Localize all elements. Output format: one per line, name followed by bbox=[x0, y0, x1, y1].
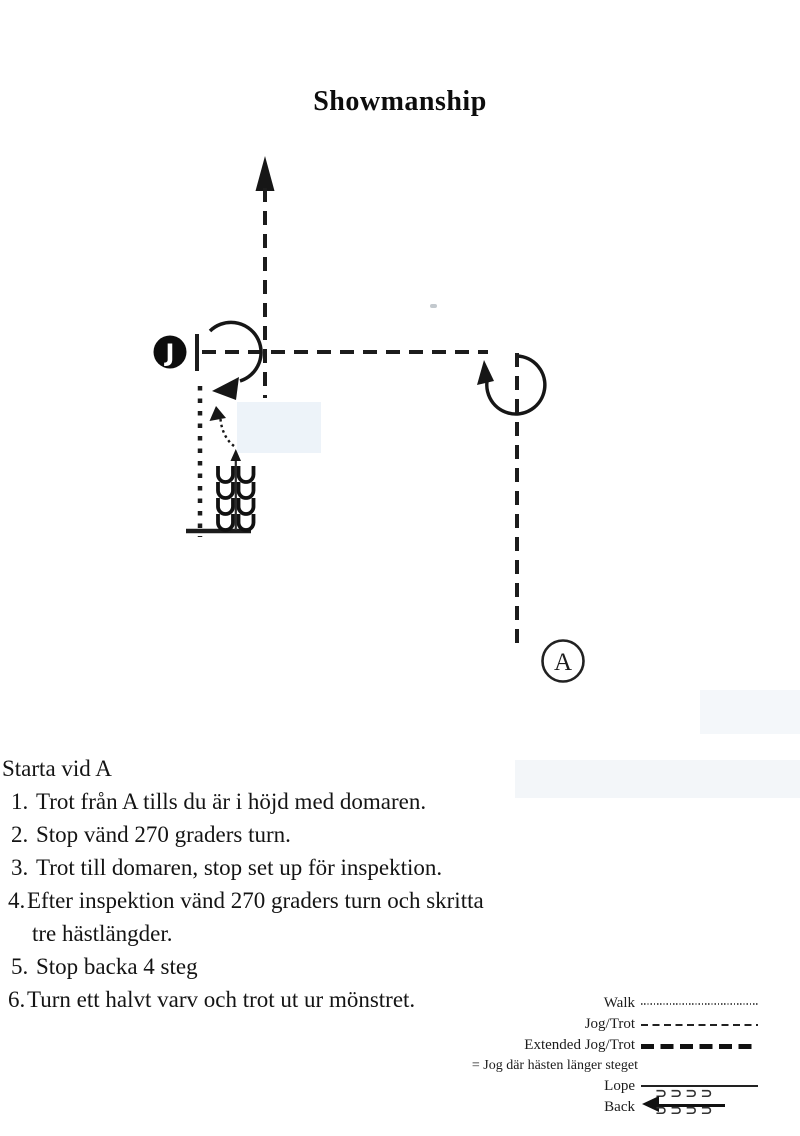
turn-270-far-icon bbox=[477, 356, 545, 414]
back-hoofprints-top: ⊃⊃⊃⊃ bbox=[655, 1086, 716, 1102]
item-3-text: Trot till domaren, stop set up för inspektion. bbox=[36, 855, 443, 880]
page-title: Showmanship bbox=[313, 86, 487, 117]
item-2-number: 2. bbox=[11, 822, 29, 847]
scan-artifact bbox=[237, 402, 321, 453]
legend-label-back: Back bbox=[604, 1099, 635, 1115]
scan-artifact bbox=[515, 760, 800, 798]
legend-back-icon bbox=[641, 1086, 758, 1123]
legend-line-walk-icon bbox=[641, 1003, 758, 1005]
item-1-number: 1. bbox=[11, 789, 29, 814]
item-4-text: Efter inspektion vänd 270 graders turn och skritta bbox=[27, 888, 484, 913]
item-2-text: Stop vänd 270 graders turn. bbox=[36, 822, 291, 847]
legend-label-lope: Lope bbox=[604, 1078, 635, 1094]
item-6-text: Turn ett halvt varv och trot ut ur mönstret. bbox=[27, 987, 416, 1012]
back-steps-icon bbox=[218, 449, 254, 530]
item-5-number: 5. bbox=[11, 954, 29, 979]
item-4-number: 4. bbox=[8, 888, 26, 913]
judge-marker bbox=[154, 336, 187, 369]
legend-label-extended-jog-trot: Extended Jog/Trot bbox=[524, 1037, 635, 1053]
item-5-text: Stop backa 4 steg bbox=[36, 954, 198, 979]
item-1-text: Trot från A tills du är i höjd med domaren. bbox=[36, 789, 427, 814]
legend-note: = Jog där hästen länger steget bbox=[471, 1058, 638, 1073]
item-6-number: 6. bbox=[8, 987, 26, 1012]
turn-270-judge-icon bbox=[210, 322, 261, 400]
item-3-number: 3. bbox=[11, 855, 29, 880]
item-4-text-cont: tre hästlängder. bbox=[32, 921, 173, 946]
scan-artifact bbox=[700, 690, 800, 734]
scan-artifact bbox=[430, 304, 437, 308]
start-marker bbox=[543, 641, 584, 682]
legend-label-walk: Walk bbox=[603, 995, 635, 1011]
walk-direction-arrow-icon bbox=[210, 406, 235, 446]
legend-line-extended-jog-trot-icon bbox=[641, 1044, 758, 1049]
judge-label: J bbox=[165, 339, 175, 367]
start-label: A bbox=[553, 649, 573, 676]
back-hoofprints-bottom: ⊃⊃⊃⊃ bbox=[655, 1103, 716, 1119]
legend-line-jog-trot-icon bbox=[641, 1024, 758, 1026]
instructions-intro: Starta vid A bbox=[2, 756, 112, 781]
legend-label-jog-trot: Jog/Trot bbox=[584, 1016, 635, 1032]
